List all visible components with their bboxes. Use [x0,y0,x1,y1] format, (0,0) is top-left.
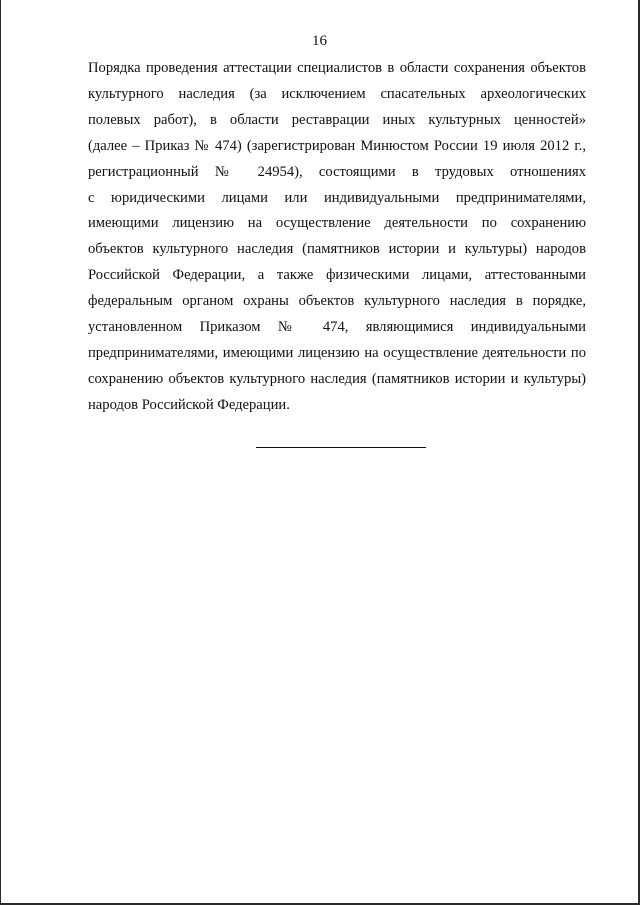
body-paragraph [88,56,586,419]
paragraph-line: имеющими лицензию на осуществление деятельности по сохранению [88,215,586,232]
page-number: 16 [312,33,327,49]
paragraph-line: предпринимателями, имеющими лицензию на осуществление деятельности по [88,344,586,361]
paragraph-line: народов Российской Федерации. [88,396,290,413]
paragraph-line: установленном Приказом № 474, являющимися индивидуальными [88,319,586,336]
paragraph-line: полевых работ), в области реставрации иных культурных ценностей» [88,111,586,128]
paragraph-line: сохранению объектов культурного наследия (памятников истории и культуры) [88,370,586,387]
paragraph-line: регистрационный № 24954), состоящими в трудовых отношениях [88,163,586,180]
paragraph-line: объектов культурного наследия (памятников истории и культуры) народов [88,241,586,258]
end-separator-line [256,447,426,448]
paragraph-line: Порядка проведения аттестации специалистов в области сохранения объектов [88,60,586,76]
paragraph-line: культурного наследия (за исключением спасательных археологических [88,85,586,102]
paragraph-line: Российской Федерации, а также физическими лицами, аттестованными [88,267,586,284]
paragraph-line: с юридическими лицами или индивидуальными предпринимателями, [88,189,586,206]
paragraph-line: федеральным органом охраны объектов культурного наследия в порядке, [88,293,586,310]
paragraph-line: (далее – Приказ № 474) (зарегистрирован Минюстом России 19 июля 2012 г., [88,137,586,154]
